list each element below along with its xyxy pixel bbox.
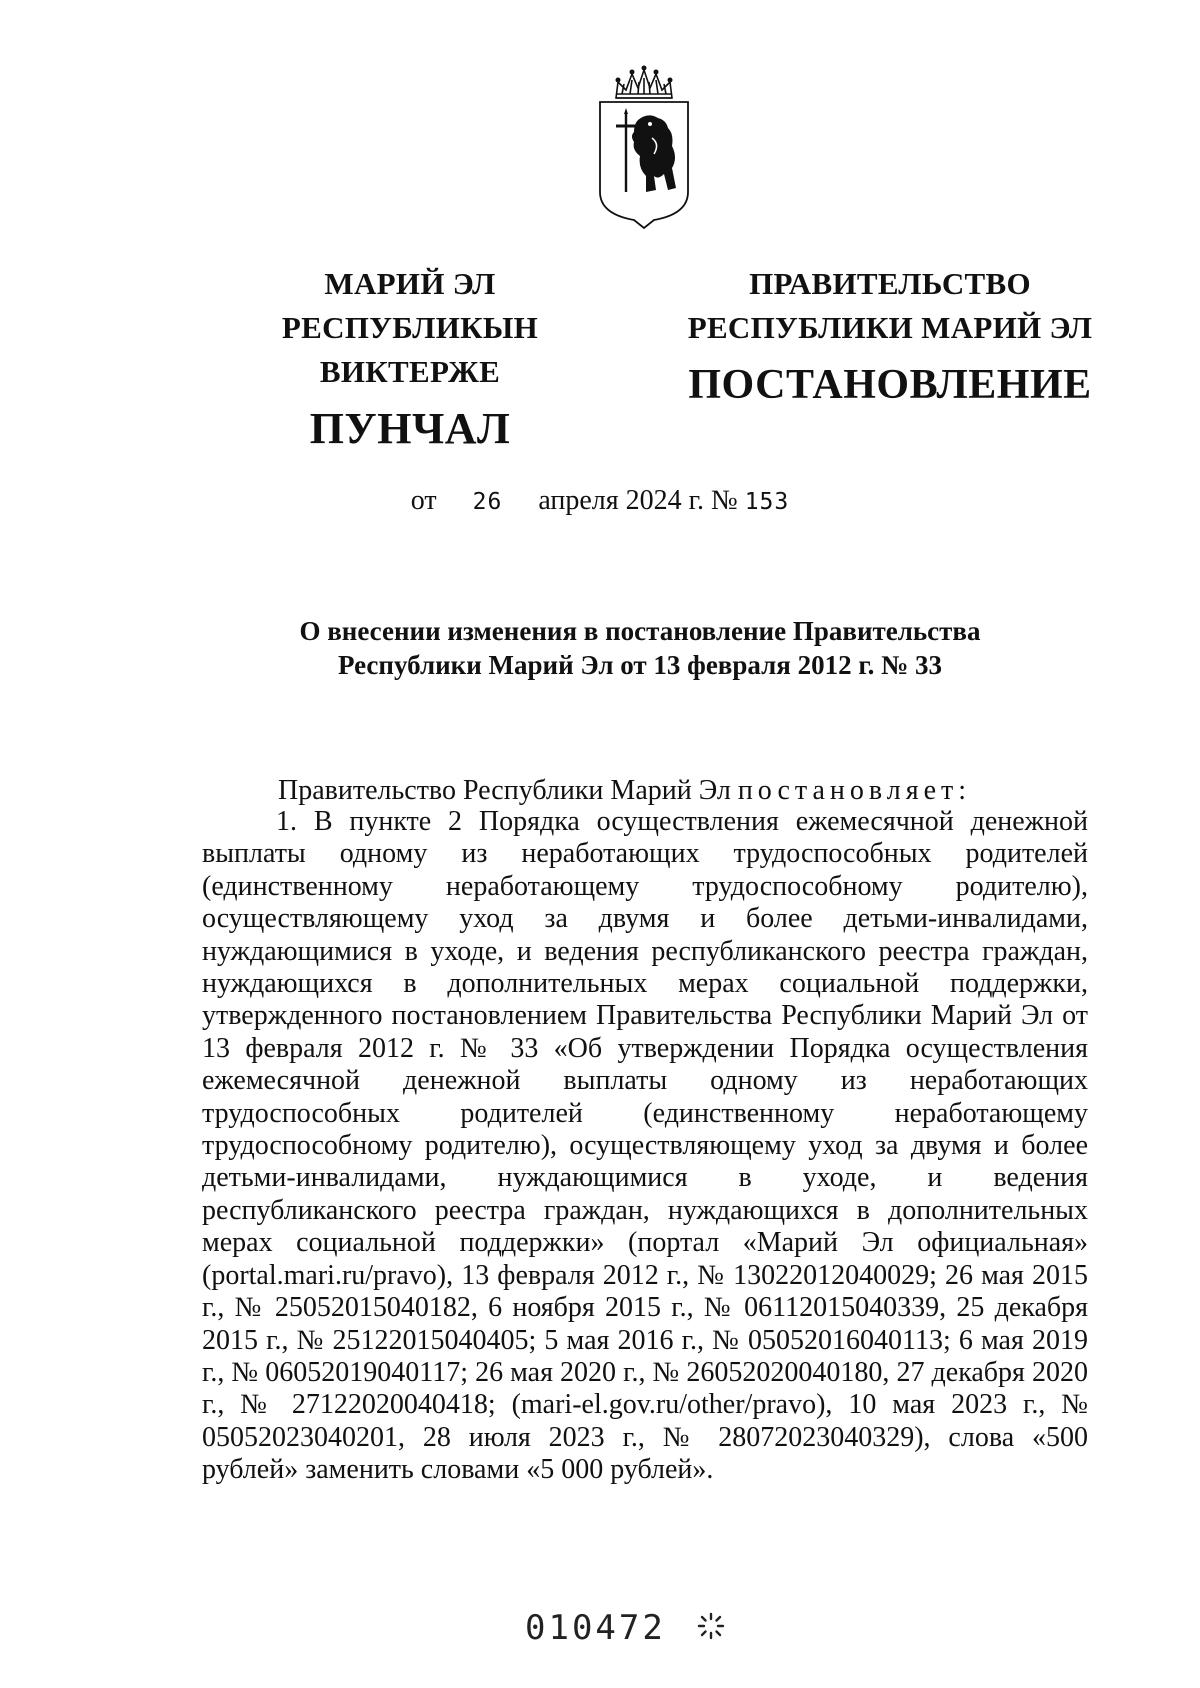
title-line2: Республики Марий Эл от 13 февраля 2012 г. № 33 bbox=[337, 650, 942, 680]
date-day: 26 bbox=[472, 489, 503, 515]
sparkle-mark-icon bbox=[696, 1611, 726, 1646]
intro-line bbox=[278, 775, 971, 807]
document-title bbox=[140, 614, 1140, 682]
document-number: 153 bbox=[744, 489, 790, 515]
header-right-doc-type: ПОСТАНОВЛЕНИЕ bbox=[688, 362, 1092, 408]
serial-number: 010472 bbox=[525, 1608, 666, 1648]
intro-spaced: постановляет: bbox=[737, 775, 972, 806]
date-number-line bbox=[0, 485, 1200, 517]
body-paragraph-1: 1. В пункте 2 Порядка осуществления ежемесячной денежной выплаты одному из неработающих трудоспособных родителей (единственному неработающему трудоспособному родителю), осуществляющему уход за двумя и более детьми-инвалидами, нуждающимися в уходе, и ведения республиканского реестра граждан, нуждающихся в дополнительных мерах социальной поддержки, утвержденного постановлением Правительства Республики Марий Эл от 13 февраля 2012 г. № 33 «Об утверждении Порядка осуществления ежемесячной денежной выплаты одному из неработающих трудоспособных родителей (единственному неработающему трудоспособному родителю), осуществляющему уход за двумя и более детьми-инвалидами, нуждающимися в уходе, и ведения республиканского реестра граждан, нуждающихся в дополнительных мерах социальной поддержки» (портал «Марий Эл официальная» (portal.mari.ru/pravo), 13 февраля 2012 г., № 13022012040029; 26 мая 2015 г., № 25052015040182, 6 ноября 2015 г., № 06112015040339, 25 декабря 2015 г., № 25122015040405; 5 мая 2016 г., № 05052016040113; 6 мая 2019 г., № 06052019040117; 26 мая 2020 г., № 26052020040180, 27 декабря 2020 г., № 27122020040418; (mari-el.gov.ru/other/pravo), 10 мая 2023 г., № 05052023040201, 28 июля 2023 г., № 28072023040329), слова «500 рублей» заменить словами «5 000 рублей». bbox=[202, 806, 1088, 1486]
date-month-year: апреля 2024 г. № bbox=[538, 485, 738, 516]
date-prefix: от bbox=[410, 485, 437, 516]
footer bbox=[525, 1608, 726, 1648]
title-line1: О внесении изменения в постановление Правительства bbox=[299, 616, 981, 646]
mari-el-coat-of-arms-icon bbox=[594, 64, 694, 238]
header-left-line1: МАРИЙ ЭЛ РЕСПУБЛИКЫН bbox=[281, 266, 539, 345]
intro-text: Правительство Республики Марий Эл bbox=[278, 775, 731, 806]
header-mari bbox=[200, 262, 620, 456]
header-left-line2: ВИКТЕРЖЕ bbox=[319, 354, 501, 389]
header-russian bbox=[680, 262, 1100, 412]
header-left-doc-type: ПУНЧАЛ bbox=[309, 404, 511, 453]
header-right-line1: ПРАВИТЕЛЬСТВО bbox=[749, 266, 1031, 301]
header-right-line2: РЕСПУБЛИКИ МАРИЙ ЭЛ bbox=[687, 310, 1093, 345]
